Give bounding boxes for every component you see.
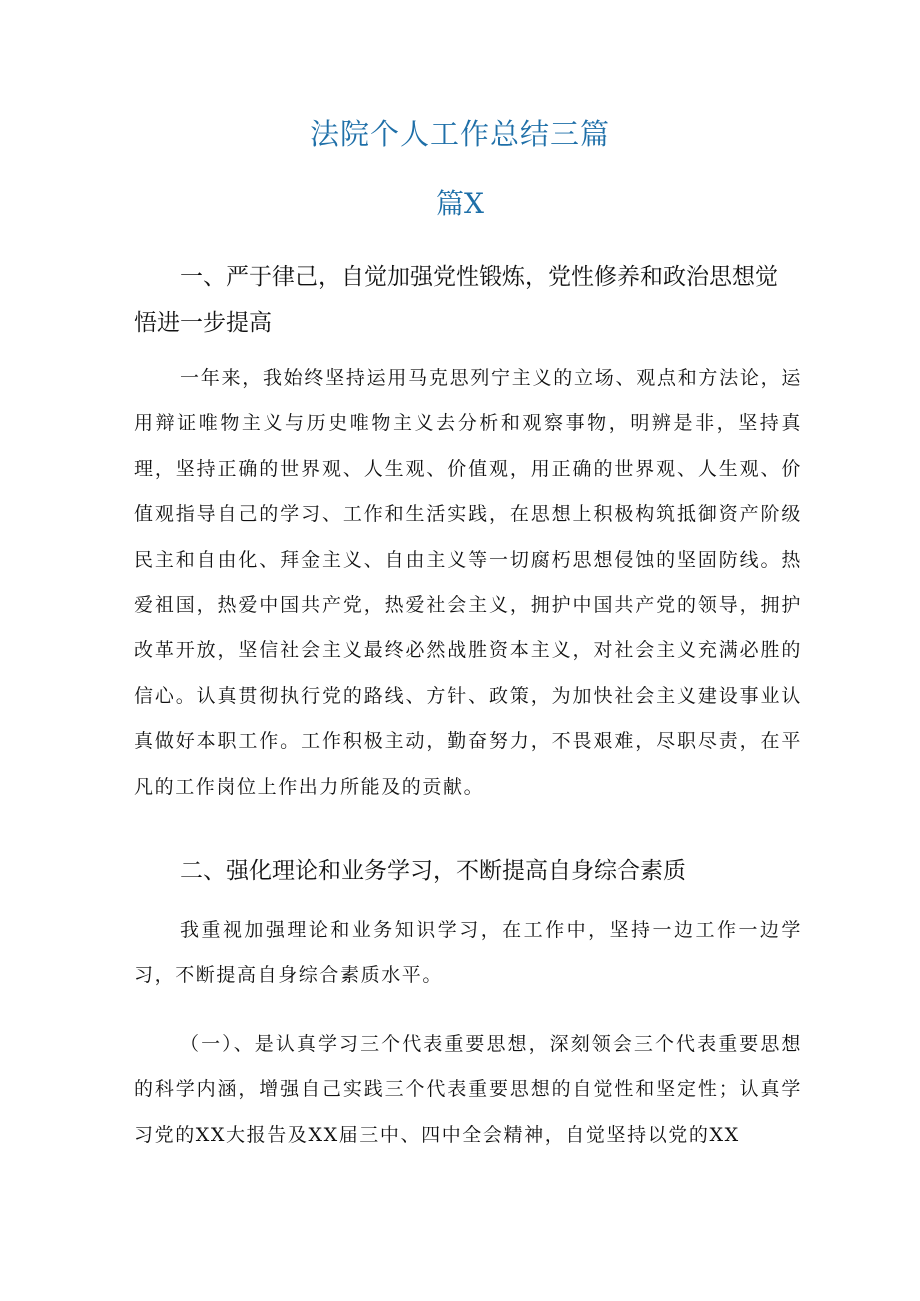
section-heading-1: 一、严于律己，自觉加强党性锻炼，党性修养和政治思想觉悟进一步提高 bbox=[134, 264, 778, 336]
section-2-paragraph-1: 我重视加强理论和业务知识学习，在工作中，坚持一边工作一边学习，不断提高自身综合素质水平。 bbox=[134, 919, 802, 987]
section-heading-2: 二、强化理论和业务学习，不断提高自身综合素质 bbox=[180, 858, 686, 884]
section-2-paragraph-2: （一）、是认真学习三个代表重要思想，深刻领会三个代表重要思想的科学内涵，增强自己实践三个代表重要思想的自觉性和坚定性；认真学习党的XX大报告及XX届三中、四中全会精神，自觉坚持以党的XX bbox=[134, 1033, 802, 1146]
section-1-paragraph-1: 一年来，我始终坚持运用马克思列宁主义的立场、观点和方法论，运用辩证唯物主义与历史唯物主义去分析和观察事物，明辨是非，坚持真理，坚持正确的世界观、人生观、价值观，用正确的世界观、人生观、价值观指导自己的学习、工作和生活实践，在思想上积极构筑抵御资产阶级民主和自由化、拜金主义、自由主义等一切腐朽思想侵蚀的坚固防线。热爱祖国，热爱中国共产党，热爱社会主义，拥护中国共产党的领导，拥护改革开放，坚信社会主义最终必然战胜资本主义，对社会主义充满必胜的信心。认真贯彻执行党的路线、方针、政策，为加快社会主义建设事业认真做好本职工作。工作积极主动，勤奋努力，不畏艰难，尽职尽责，在平凡的工作岗位上作出力所能及的贡献。 bbox=[134, 367, 802, 798]
document-title: 法院个人工作总结三篇 bbox=[309, 117, 610, 151]
document-subtitle: 篇X bbox=[436, 187, 484, 220]
